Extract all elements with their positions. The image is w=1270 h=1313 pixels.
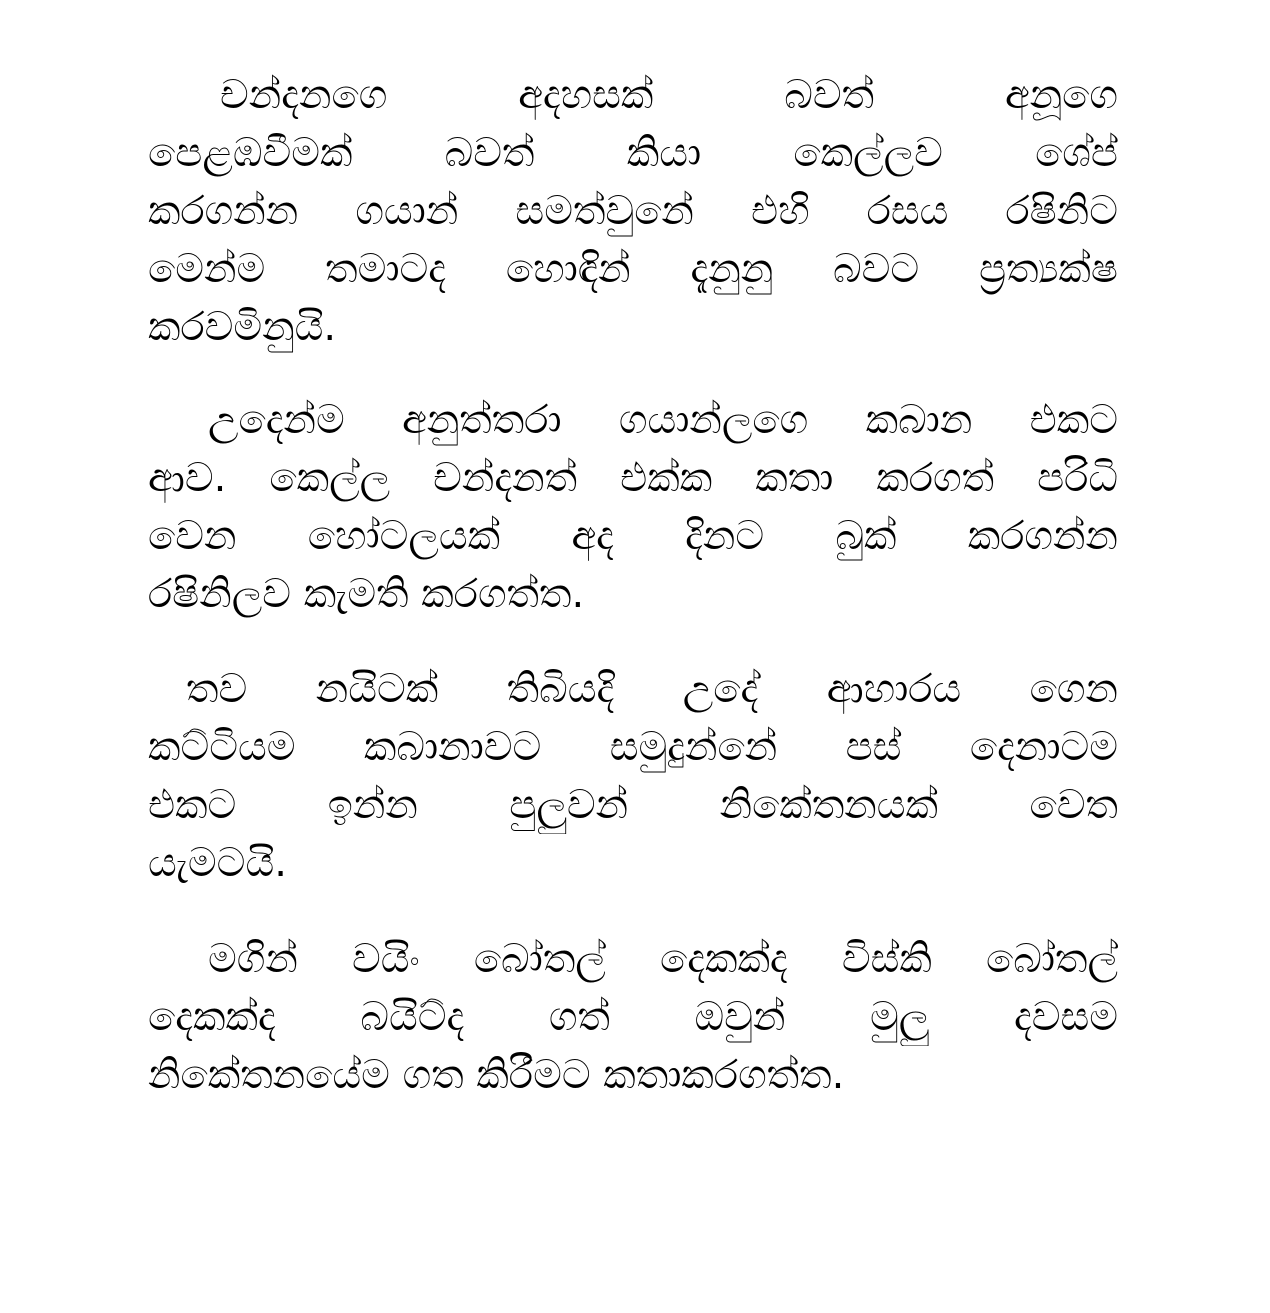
text-line: කරගන්න ගයාන් සමත්වුනේ එහි රසය රෂිනිට xyxy=(148,188,1118,234)
text-line: වෙන හෝටලයක් අද දිනට බුක් කරගන්න xyxy=(148,513,1118,559)
text-line: නිකේතනයේම ගත කිරීමට කතාකරගත්ත. xyxy=(148,1052,845,1098)
text-line: කට්ටියම කබානාවට සමුදුන්නේ පස් දෙනාටම xyxy=(148,724,1118,770)
paragraph-3 xyxy=(148,660,1118,892)
text-line: දෙකක්ද බයිට්ද ගත් ඔවුන් මුලු දවසම xyxy=(148,994,1118,1040)
text-line: පෙළඹවීමක් බවත් කියා කෙල්ලව ශේප් xyxy=(148,130,1118,176)
text-line: යැමටයි. xyxy=(148,840,287,886)
paragraph-1 xyxy=(148,66,1118,356)
paragraph-4 xyxy=(148,930,1118,1104)
text-line: ආව. කෙල්ල චන්දනත් එක්ක කතා කරගත් පරිධි xyxy=(148,455,1118,501)
text-line: තව නයිටක් තිබියදි උදේ ආහාරය ගෙන xyxy=(186,666,1118,712)
paragraph-2 xyxy=(148,391,1118,623)
text-line: එකට ඉන්න පුලුවන් නිකේතනයක් වෙත xyxy=(148,782,1118,828)
text-line: මගින් වයිං බෝතල් දෙකක්ද විස්කි බෝතල් xyxy=(208,936,1118,982)
text-line: චන්දනගෙ අදහසක් බවත් අනූගෙ xyxy=(220,72,1118,118)
text-line: කරවමිනුයි. xyxy=(148,304,337,350)
text-line: මෙන්ම තමාටද හොඳින් දැනුනු බවට ප්‍රත්‍යක්ෂ xyxy=(148,246,1118,292)
document-page xyxy=(148,66,1118,1246)
text-line: රෂිනිලව කැමති කරගත්ත. xyxy=(148,571,585,617)
text-line: උදෙන්ම අනුත්තරා ගයාන්ලගෙ කබාන එකට xyxy=(208,397,1118,443)
